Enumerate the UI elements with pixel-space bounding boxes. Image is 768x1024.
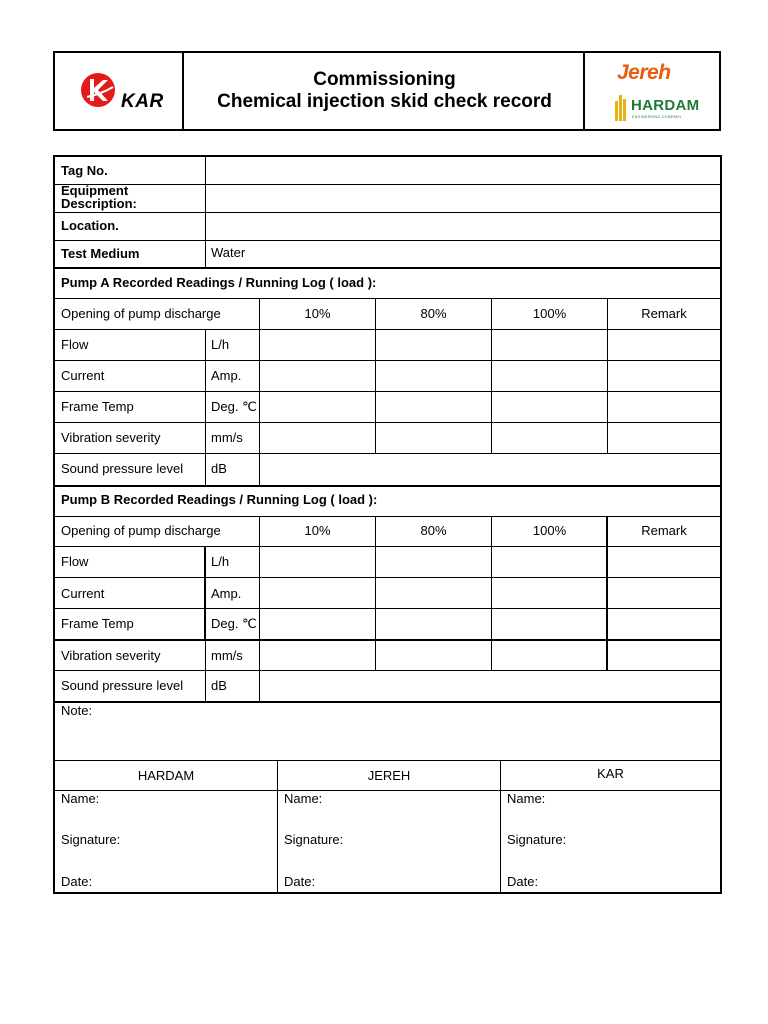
check-record-form (53, 155, 722, 894)
test-medium-label: Test Medium (61, 246, 140, 261)
column-divider (491, 298, 492, 453)
column-divider (491, 516, 492, 670)
name-label: Name: (507, 791, 546, 806)
pump-b-col-100: 100% (532, 523, 567, 538)
pump-b-header-label: Opening of pump discharge (61, 523, 221, 538)
row-divider (55, 391, 720, 392)
column-divider (205, 329, 206, 485)
column-divider (259, 298, 260, 485)
hardam-logo-icon (615, 95, 629, 121)
pump-b-row-unit: Amp. (211, 586, 242, 601)
row-divider (55, 577, 720, 578)
date-label: Date: (284, 874, 316, 889)
column-divider (259, 516, 260, 701)
signatory-company: KAR (597, 766, 624, 781)
signatory-company: JEREH (367, 768, 411, 783)
pump-a-col-100: 100% (532, 306, 567, 321)
pump-a-row-label: Sound pressure level (61, 461, 184, 476)
column-divider (607, 298, 608, 453)
pump-b-row-label: Frame Temp (61, 616, 134, 631)
pump-b-row-label: Current (61, 586, 105, 601)
pump-a-row-unit: Deg. ℃ (211, 399, 257, 414)
title-line-1: Commissioning (313, 69, 456, 90)
name-label: Name: (284, 791, 323, 806)
pump-a-col-10: 10% (304, 306, 331, 321)
partner-logos (585, 53, 721, 129)
row-divider (55, 360, 720, 361)
signature-label: Signature: (507, 832, 567, 847)
hardam-logo-text: HARDAM (631, 97, 700, 114)
row-divider (55, 516, 720, 517)
pump-a-row-label: Flow (61, 337, 89, 352)
pump-b-col-10: 10% (304, 523, 331, 538)
document-header (53, 51, 721, 131)
pump-a-row-label: Frame Temp (61, 399, 134, 414)
column-divider (375, 298, 376, 453)
kar-logo-icon (81, 71, 121, 111)
tag-no-field[interactable] (211, 163, 716, 179)
row-divider (55, 422, 720, 423)
pump-b-col-80: 80% (420, 523, 447, 538)
hardam-logo-subtext: ENGINEERING COMPANY (632, 115, 682, 119)
test-medium-value[interactable]: Water (211, 245, 246, 260)
pump-b-row-unit: mm/s (211, 648, 243, 663)
row-divider (55, 267, 720, 269)
pump-a-title: Pump A Recorded Readings / Running Log ( load ): (61, 275, 377, 290)
row-divider (55, 670, 720, 671)
pump-b-row-label: Sound pressure level (61, 678, 184, 693)
pump-a-col-80: 80% (420, 306, 447, 321)
pump-a-row-unit: Amp. (211, 368, 242, 383)
row-divider (55, 760, 720, 761)
equipment-description-label: Equipment Description: (61, 183, 137, 211)
column-divider (375, 516, 376, 670)
pump-b-row-label: Vibration severity (61, 648, 161, 663)
name-label: Name: (61, 791, 100, 806)
signatory-company: HARDAM (137, 768, 195, 783)
pump-a-row-unit: mm/s (211, 430, 243, 445)
equipment-description-field[interactable] (211, 190, 716, 206)
row-divider (55, 240, 720, 241)
row-divider (55, 608, 720, 609)
row-divider (55, 184, 720, 185)
pump-b-row-label: Flow (61, 554, 89, 569)
note-label: Note: (61, 703, 93, 718)
pump-a-row-label: Current (61, 368, 105, 383)
date-label: Date: (61, 874, 93, 889)
row-divider (55, 485, 720, 487)
date-label: Date: (507, 874, 539, 889)
row-divider (55, 212, 720, 213)
kar-logo-text: KAR (121, 91, 164, 112)
pump-b-col-remark: Remark (641, 523, 687, 538)
column-divider (204, 546, 206, 639)
row-divider (55, 453, 720, 454)
pump-b-row-unit: Deg. ℃ (211, 616, 257, 631)
pump-a-row-unit: dB (211, 461, 227, 476)
row-divider (55, 639, 720, 641)
pump-a-row-label: Vibration severity (61, 430, 161, 445)
tag-no-label: Tag No. (61, 163, 108, 178)
location-label: Location. (61, 218, 119, 233)
column-divider (205, 639, 206, 701)
row-divider (55, 701, 720, 703)
pump-a-row-unit: L/h (211, 337, 230, 352)
jereh-logo: Jereh (617, 61, 671, 84)
title-line-2: Chemical injection skid check record (217, 91, 552, 112)
pump-a-col-remark: Remark (641, 306, 687, 321)
column-divider (606, 516, 608, 670)
page-title (184, 53, 585, 129)
location-field[interactable] (211, 218, 716, 234)
kar-logo (81, 71, 164, 115)
row-divider (55, 329, 720, 330)
pump-b-row-unit: dB (211, 678, 227, 693)
row-divider (55, 298, 720, 299)
signature-label: Signature: (284, 832, 344, 847)
pump-a-header-label: Opening of pump discharge (61, 306, 221, 321)
pump-b-title: Pump B Recorded Readings / Running Log ( load ): (61, 492, 378, 507)
signature-label: Signature: (61, 832, 121, 847)
row-divider (55, 546, 720, 547)
row-divider (55, 790, 720, 791)
pump-b-row-unit: L/h (211, 554, 230, 569)
